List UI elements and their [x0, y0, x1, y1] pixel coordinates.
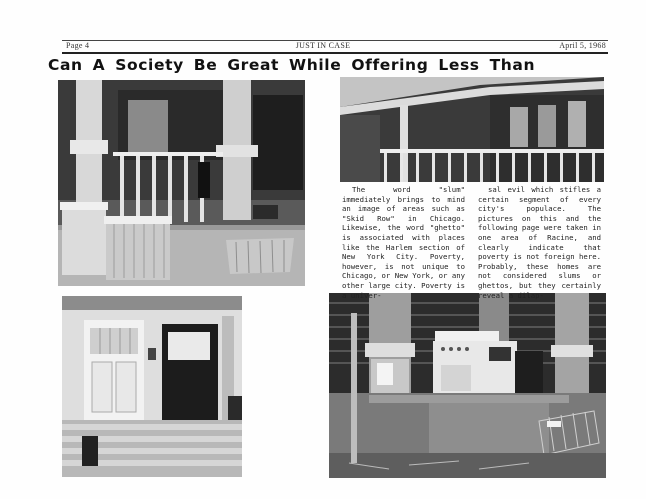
page-number: Page 4 [66, 41, 90, 50]
article-column-right [478, 185, 601, 300]
article-text-right: sal evil which stifles a certain segment of every city's populace. The pictures on this and the following page were taken in one area of Racine, and clearly indicate that poverty is not foreign here. Probably, these homes are not considered slums or ghettos, but they certainly reveal a dilap- [478, 185, 602, 300]
photo-porch-trash-cans [58, 80, 305, 286]
header-rule-bottom [62, 52, 608, 54]
headline: Can A Society Be Great While Offering Less Than [48, 56, 536, 74]
article-column-left [342, 185, 465, 300]
photo-house-doors [62, 296, 242, 477]
issue-date: April 5, 1968 [559, 41, 606, 50]
photo-row-house-porch [340, 77, 604, 182]
publication-name: JUST IN CASE [295, 41, 351, 50]
photo-porch-stoves [329, 293, 606, 478]
article-text-left: The word "slum" immediately brings to mind an image of areas such as "Skid Row" in Chicago. Likewise, the word "ghetto" is associated with places like the Harlem section of New York City. Poverty, however, is not unique to Chicago, or New York, or any other large city. Poverty is a univer- [342, 185, 466, 300]
